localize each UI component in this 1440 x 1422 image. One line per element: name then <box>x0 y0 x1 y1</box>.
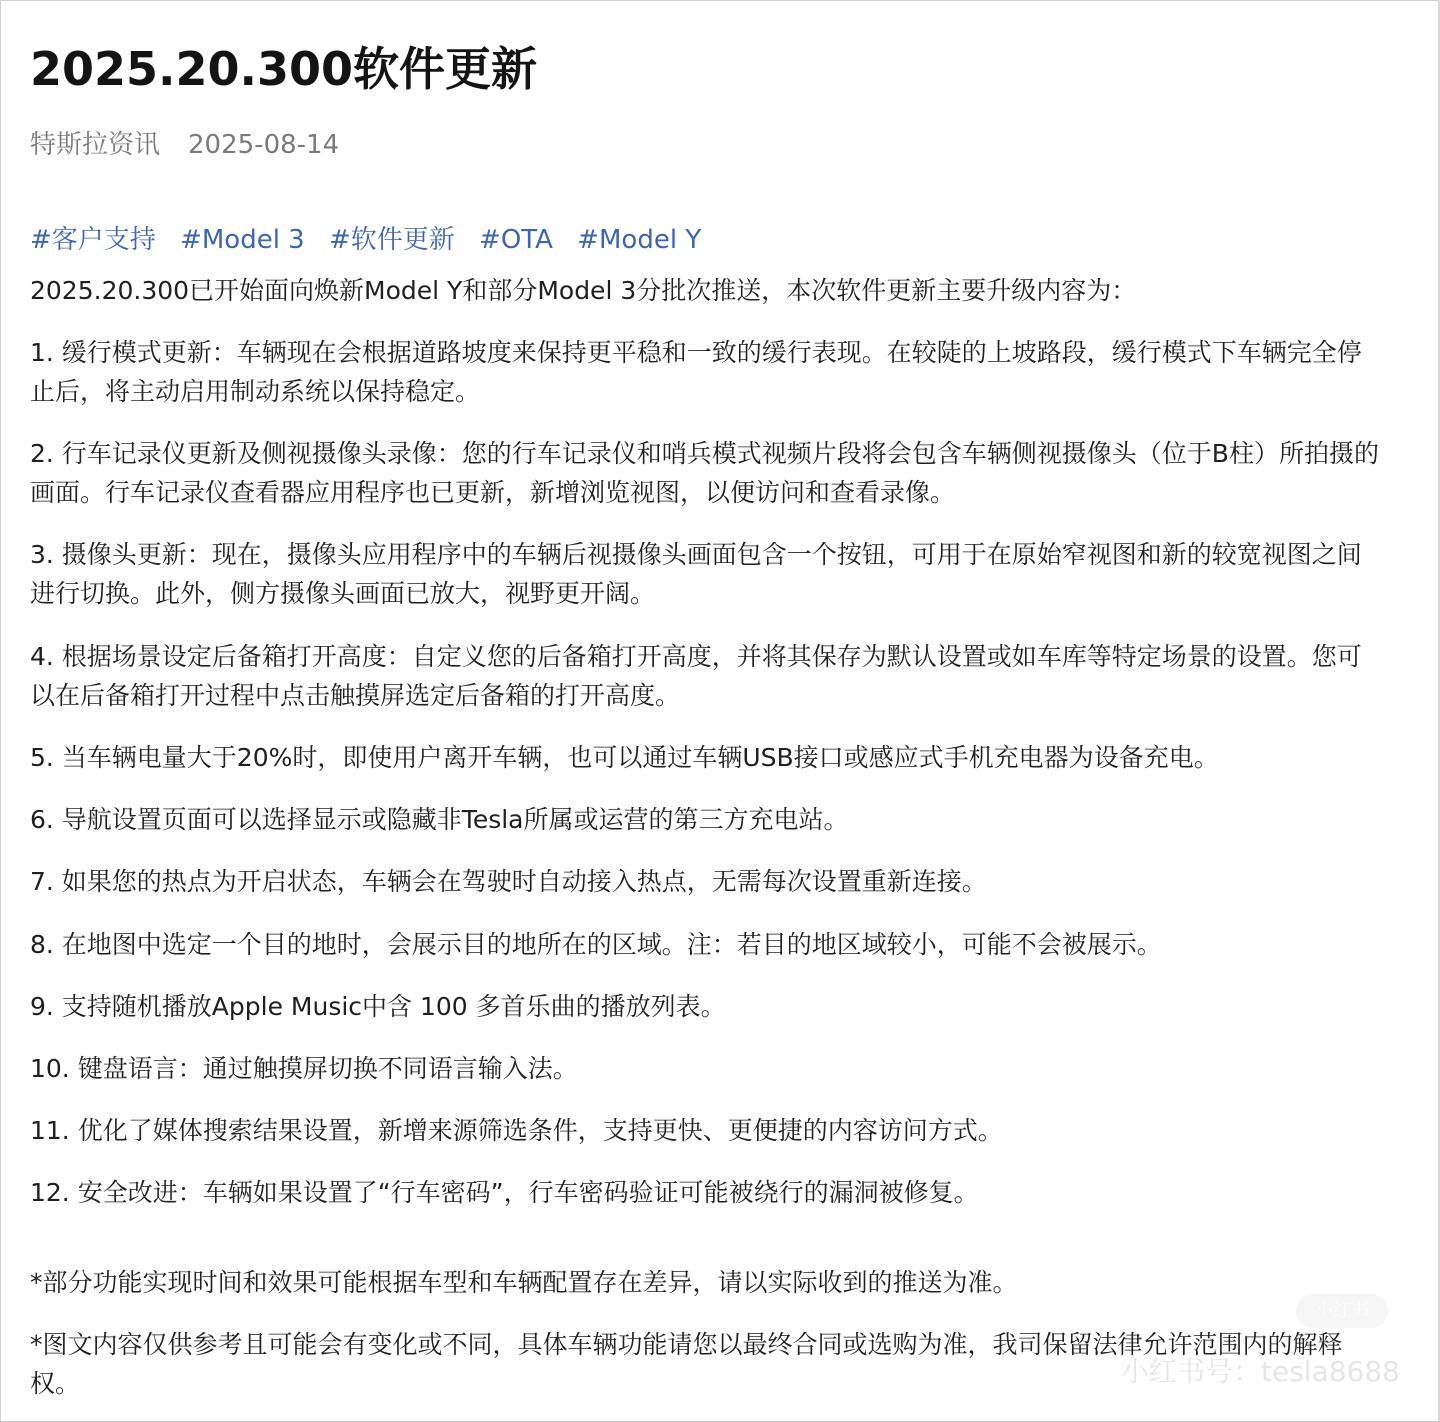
article-date: 2025-08-14 <box>188 130 340 160</box>
tag-customer-support[interactable]: #客户支持 <box>30 225 156 255</box>
disclaimer-note-1: *部分功能实现时间和效果可能根据车型和车辆配置存在差异，请以实际收到的推送为准。 <box>30 1268 1018 1297</box>
update-item-5: 5. 当车辆电量大于20%时，即使用户离开车辆，也可以通过车辆USB接口或感应式手机充电器为设备充电。 <box>30 743 1219 772</box>
update-item-7: 7. 如果您的热点为开启状态，车辆会在驾驶时自动接入热点，无需每次设置重新连接。 <box>30 867 987 896</box>
article-title: 2025.20.300软件更新 <box>30 42 538 96</box>
tag-ota[interactable]: #OTA <box>479 225 553 255</box>
watermark-logo: 小红书 <box>1296 1294 1388 1328</box>
update-item-8: 8. 在地图中选定一个目的地时，会展示目的地所在的区域。注：若目的地区域较小，可能不会被展示。 <box>30 930 1162 959</box>
tag-software-update[interactable]: #软件更新 <box>328 225 455 255</box>
update-item-12: 12. 安全改进：车辆如果设置了“行车密码”，行车密码验证可能被绕行的漏洞被修复。 <box>30 1178 979 1207</box>
article-intro: 2025.20.300已开始面向焕新Model Y和部分Model 3分批次推送，本次软件更新主要升级内容为： <box>30 276 1137 305</box>
update-item-1: 1. 缓行模式更新：车辆现在会根据道路坡度来保持更平稳和一致的缓行表现。在较陡的上坡路段，缓行模式下车辆完全停止后，将主动启用制动系统以保持稳定。 <box>30 338 1362 406</box>
disclaimer-note-2: *图文内容仅供参考且可能会有变化或不同，具体车辆功能请您以最终合同或选购为准，我司保留法律允许范围内的解释权。 <box>30 1330 1343 1398</box>
update-item-9: 9. 支持随机播放Apple Music中含 100 多首乐曲的播放列表。 <box>30 992 726 1021</box>
update-item-6: 6. 导航设置页面可以选择显示或隐藏非Tesla所属或运营的第三方充电站。 <box>30 805 849 834</box>
update-item-2: 2. 行车记录仪更新及侧视摄像头录像：您的行车记录仪和哨兵模式视频片段将会包含车辆侧视摄像头（位于B柱）所拍摄的画面。行车记录仪查看器应用程序也已更新，新增浏览视图，以便访问和查看录像。 <box>30 439 1379 507</box>
update-item-10: 10. 键盘语言：通过触摸屏切换不同语言输入法。 <box>30 1054 578 1083</box>
update-item-4: 4. 根据场景设定后备箱打开高度：自定义您的后备箱打开高度，并将其保存为默认设置或如车库等特定场景的设置。您可以在后备箱打开过程中点击触摸屏选定后备箱的打开高度。 <box>30 642 1362 710</box>
update-item-11: 11. 优化了媒体搜索结果设置，新增来源筛选条件，支持更快、更便捷的内容访问方式。 <box>30 1116 1003 1145</box>
article-source: 特斯拉资讯 <box>30 130 161 160</box>
tag-model-y[interactable]: #Model Y <box>577 225 702 255</box>
tag-list <box>30 223 717 257</box>
article-meta <box>30 128 339 162</box>
update-item-3: 3. 摄像头更新：现在，摄像头应用程序中的车辆后视摄像头画面包含一个按钮，可用于在原始窄视图和新的较宽视图之间进行切换。此外，侧方摄像头画面已放大，视野更开阔。 <box>30 540 1362 608</box>
watermark-text: 小红书号：tesla8688 <box>1121 1355 1400 1388</box>
tag-model-3[interactable]: #Model 3 <box>180 225 305 255</box>
